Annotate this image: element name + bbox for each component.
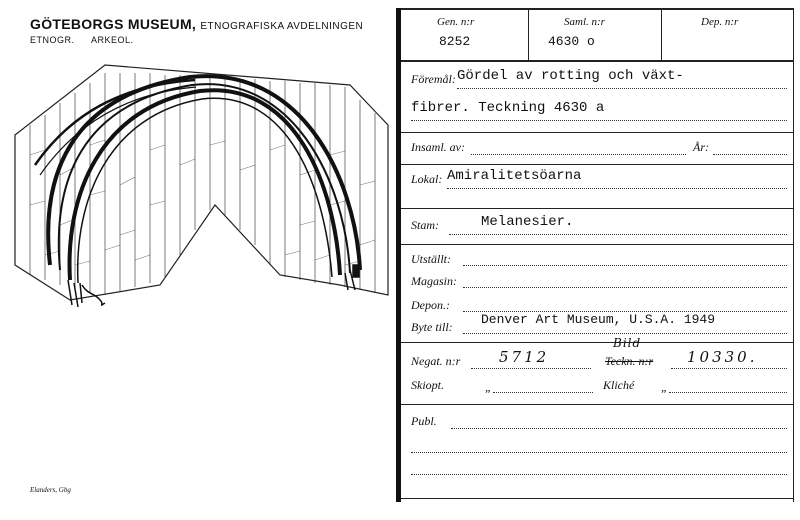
byte-line [463,333,787,334]
teckn-line [671,368,787,369]
kliche-line [669,392,787,393]
number-row [401,8,793,62]
foremal-line2 [411,120,787,121]
foremal-line1 [457,88,787,89]
depon-label: Depon.: [411,298,450,312]
stam-value: Melanesier. [481,214,574,230]
section-etnogr: ETNOGR. [30,35,75,45]
magasin-label: Magasin: [411,274,457,288]
rule-1 [401,132,793,133]
negat-line [471,368,591,369]
rule-5 [401,342,793,343]
kliche-label: Kliché [603,378,635,392]
dep-number-label: Dep. n:r [701,16,739,28]
museum-header [30,16,363,32]
publ-line-2 [411,452,787,453]
negat-value: 5712 [499,348,550,366]
foremal-value-line2: fibrer. Teckning 4630 a [411,100,605,116]
utstallt-label: Utställt: [411,252,452,266]
publ-line-1 [451,428,787,429]
catalog-fields [401,8,794,502]
gen-number-value: 8252 [439,34,471,49]
rule-2 [401,164,793,165]
saml-number-value: 4630 o [548,34,595,49]
foremal-label: Föremål: [411,72,456,86]
foremal-value-line1: Gördel av rotting och växt- [457,68,684,84]
teckn-label: Teckn. n:r [605,354,654,368]
insaml-label: Insaml. av: [411,140,465,154]
bottom-rule [401,498,793,499]
ar-line [713,154,787,155]
belt-bands [35,76,360,283]
section-arkeol: ARKEOL. [91,35,134,45]
saml-number-cell [528,10,662,60]
stam-label: Stam: [411,218,439,232]
publ-line-3 [411,474,787,475]
insaml-line [471,154,686,155]
byte-label: Byte till: [411,320,453,334]
skiopt-ditto: „ [485,380,492,394]
skiopt-label: Skiopt. [411,378,444,392]
belt-illustration [10,55,395,345]
museum-name: GÖTEBORGS MUSEUM, [30,16,197,32]
gen-number-cell [401,10,529,60]
negat-label: Negat. n:r [411,354,461,368]
stam-line [449,234,787,235]
byte-value: Denver Art Museum, U.S.A. 1949 [481,312,716,327]
lokal-line [447,188,787,189]
section-labels [30,35,148,45]
dep-number-cell [661,10,793,60]
lokal-label: Lokal: [411,172,443,186]
publ-label: Publ. [411,414,437,428]
department-name: ETNOGRAFISKA AVDELNINGEN [200,21,364,32]
teckn-correction: Bild [613,336,642,350]
kliche-ditto: „ [661,380,668,394]
magasin-line [463,287,787,288]
teckn-value: 10330. [687,348,758,366]
utstallt-line [463,265,787,266]
saml-number-label: Saml. n:r [564,16,605,28]
lokal-value: Amiralitetsöarna [447,168,582,184]
rule-6 [401,404,793,405]
rule-3 [401,208,793,209]
ar-label: År: [693,140,709,154]
printer-mark: Elanders, Gbg [30,486,71,494]
skiopt-line [493,392,593,393]
rule-4 [401,244,793,245]
gen-number-label: Gen. n:r [437,16,475,28]
